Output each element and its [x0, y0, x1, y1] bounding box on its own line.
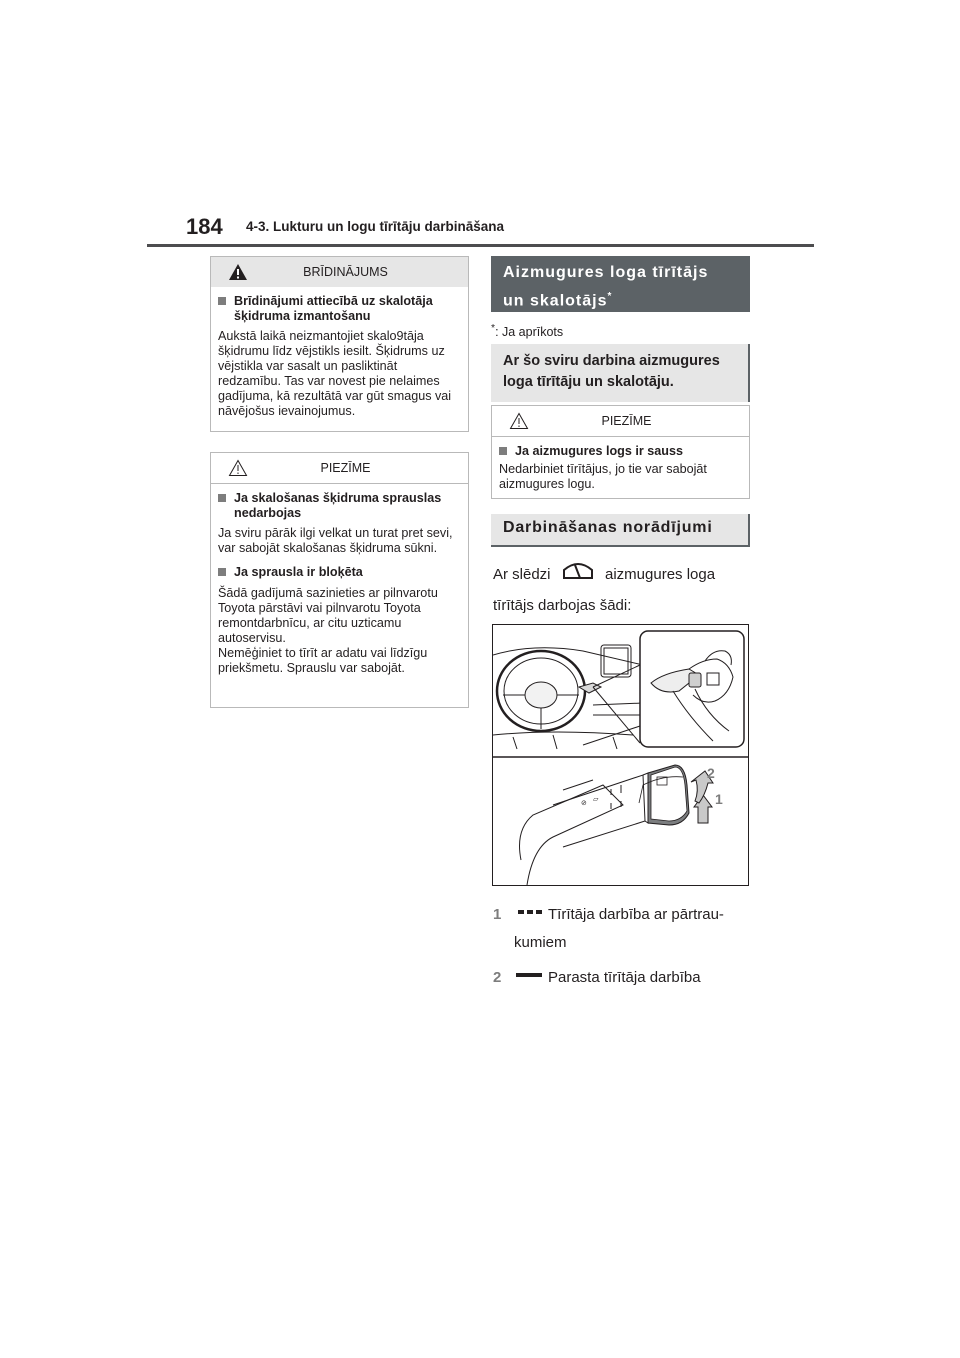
- caution-triangle-icon: [509, 412, 529, 430]
- footnote: *: Ja aprīkots: [491, 323, 564, 340]
- notice-item-text-2: Nemēģiniet to tīrīt ar adatu vai līdzīgu priekšmetu. Sprauslu var sabojāt.: [218, 645, 428, 675]
- warning-item-heading: Brīdinājumi attiecībā uz skalotāja šķidruma izmantošanu: [218, 294, 458, 323]
- notice-item-heading: Ja skalošanas šķidruma sprauslas nedarbojas: [218, 491, 458, 520]
- notice-box-header: [492, 406, 749, 437]
- instructions-title: Darbināšanas norādījumi: [503, 519, 713, 536]
- bullet-square-icon: [499, 447, 507, 455]
- list-number-1: 1: [493, 906, 502, 923]
- instructions-heading: [491, 514, 750, 547]
- warning-triangle-icon: [228, 263, 248, 281]
- solid-bar-icon: [516, 973, 542, 979]
- figure-drawing: [493, 625, 748, 885]
- notice-box-left: [210, 452, 469, 708]
- body-line-1b: aizmugures loga: [605, 566, 716, 583]
- bullet-square-icon: [218, 494, 226, 502]
- list-text-2: Parasta tīrītāja darbība: [548, 969, 701, 986]
- summary-box: [491, 344, 750, 402]
- page-number: 184: [186, 214, 223, 239]
- figure-label-1: 1: [715, 791, 723, 807]
- notice-box-header: [211, 453, 468, 484]
- section-title: 4-3. Lukturu un logu tīrītāju darbināšana: [246, 219, 505, 234]
- list-number-2: 2: [493, 969, 502, 986]
- notice-box-right: [491, 405, 750, 499]
- footnote-asterisk: *: [491, 323, 496, 334]
- svg-text:⊘: ⊘: [581, 799, 587, 807]
- notice-item-text: Ja sviru pārāk ilgi velkat un turat pret sevi, var sabojāt skalošanas šķidruma sūkni.: [218, 526, 453, 555]
- warning-box-title: BRĪDINĀJUMS: [303, 265, 388, 279]
- body-line-2: tīrītājs darbojas šādi:: [493, 597, 632, 614]
- warning-box-header: [211, 257, 468, 287]
- asterisk-mark: *: [607, 291, 613, 302]
- notice-item-text: Nedarbiniet tīrītājus, jo tie var sabojāt aizmugures logu.: [499, 461, 707, 491]
- rear-wiper-heading: [491, 256, 750, 312]
- bullet-square-icon: [218, 568, 226, 576]
- body-line-1: Ar slēdzi: [493, 566, 551, 583]
- warning-item-text: Aukstā laikā neizmantojiet skalo9tāja šķidrumu līdz vējstikls iesilt. Šķidrums uz vējstikla var sasalt un pasliktināt redzamību. Tas var novest pie nelaimes gadījuma, kā rezultātā var gūt smagus vai nāvējošus ievainojumus.: [218, 329, 452, 418]
- figure-label-2: 2: [707, 765, 715, 781]
- list-text-1-cont: kumiem: [514, 934, 567, 951]
- rear-wiper-heading-line1: Aizmugures loga tīrītājs: [503, 264, 709, 281]
- warning-box: [210, 256, 469, 432]
- summary-text: Ar šo sviru darbina aizmugures loga tīrītāju un skalotāju.: [503, 353, 720, 390]
- intermittent-dashes-icon: [518, 910, 542, 916]
- list-text-1: Tīrītāja darbība ar pārtrau-: [548, 906, 724, 923]
- bullet-square-icon: [218, 297, 226, 305]
- notice-item-heading: Ja aizmugures logs ir sauss: [499, 444, 739, 459]
- notice-box-title: PIEZĪME: [601, 414, 652, 428]
- svg-text:▱: ▱: [593, 795, 599, 803]
- rear-wiper-symbol-icon: [561, 560, 595, 582]
- wiper-lever-figure: [492, 624, 749, 886]
- caution-triangle-icon: [228, 459, 248, 477]
- notice-box-title: PIEZĪME: [320, 461, 371, 475]
- header-rule: [147, 244, 814, 247]
- notice-item-heading: Ja sprausla ir bloķēta: [218, 565, 458, 580]
- notice-item-text: Šādā gadījumā sazinieties ar pilnvarotu Toyota pārstāvi vai pilnvarotu Toyota remontdarbnīcu, ar citu uzticamu autoservisu.: [218, 585, 438, 645]
- rear-wiper-heading-line2: un skalotājs: [503, 292, 608, 310]
